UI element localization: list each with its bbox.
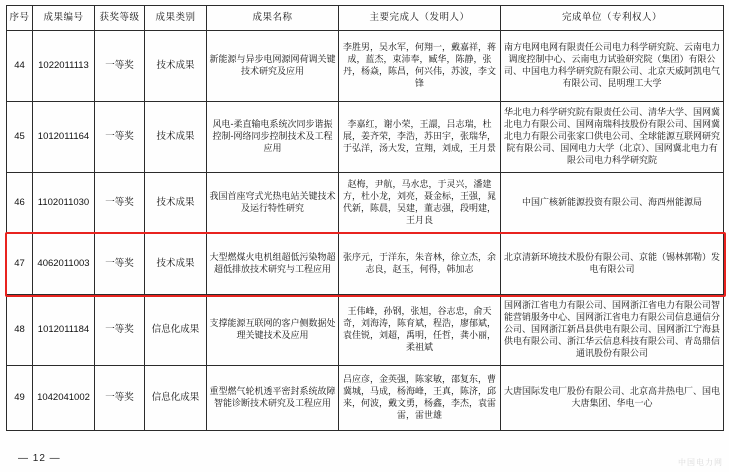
cell-type: 技术成果: [145, 102, 207, 173]
cell-name: 大型燃煤火电机组超低污染物超超低排放技术研究与工程应用: [207, 234, 339, 295]
column-header-grade: 获奖等级: [95, 6, 145, 31]
cell-type: 技术成果: [145, 31, 207, 102]
cell-grade: 一等奖: [95, 31, 145, 102]
cell-grade: 一等奖: [95, 102, 145, 173]
cell-name: 支撑能源互联网的客户侧数据处理关键技术及应用: [207, 295, 339, 366]
column-header-seq: 序号: [7, 6, 33, 31]
cell-type: 技术成果: [145, 173, 207, 234]
cell-seq: 46: [7, 173, 33, 234]
column-header-org: 完成单位（专利权人）: [501, 6, 724, 31]
cell-name: 我国首座穹式光热电站关键技术及运行特性研究: [207, 173, 339, 234]
column-header-name: 成果名称: [207, 6, 339, 31]
cell-people: 李胜男，吴水军，何翔一，戴嘉祥，蒋成，蓝杰，束沛奉，臧华，陈静，张丹，杨焱，陈昌，何兴伟，苏波，李文锋: [339, 31, 501, 102]
table-row: [7, 102, 724, 173]
cell-name: 新能源与异步电网源网荷调关键技术研究及应用: [207, 31, 339, 102]
award-results-table: [6, 5, 724, 431]
table-row-highlighted: [7, 234, 724, 295]
table-row: [7, 173, 724, 234]
table-row: [7, 31, 724, 102]
cell-seq: 45: [7, 102, 33, 173]
table-row: [7, 366, 724, 431]
cell-people: 吕应彦，金英强，陈家敏，邵复东，曹冀城，马成，杨海峰，王真，陈济，邱来，何波，戴文勇，杨鑫，李杰，袁雷雷，雷世雄: [339, 366, 501, 431]
cell-type: 技术成果: [145, 234, 207, 295]
cell-name: 风电-柔直输电系统次同步谐振控制-网络同步控制技术及工程应用: [207, 102, 339, 173]
cell-grade: 一等奖: [95, 295, 145, 366]
column-header-type: 成果类别: [145, 6, 207, 31]
cell-org: 北京清新环境技术股份有限公司、京能（锡林郭勒）发电有限公司: [501, 234, 724, 295]
cell-people: 王伟峰，孙钢，张旭，谷志忠，俞天奇，刘海涛，陈育斌，程浩，廖郁斌，袁佳锐，刘超，禹明，任哲，龚小丽，柔祖斌: [339, 295, 501, 366]
cell-seq: 47: [7, 234, 33, 295]
column-header-code: 成果编号: [33, 6, 95, 31]
cell-type: 信息化成果: [145, 366, 207, 431]
cell-grade: 一等奖: [95, 366, 145, 431]
cell-code: 1012011184: [33, 295, 95, 366]
cell-org: 国网浙江省电力有限公司、国网浙江省电力有限公司智能营销服务中心、国网浙江省电力有限公司信息通信分公司、国网浙江新昌县供电有限公司、国网浙江宁海县供电有限公司、浙江华云信息科技有限公司、青岛鼎信通讯股份有限公司: [501, 295, 724, 366]
cell-code: 1012011164: [33, 102, 95, 173]
cell-seq: 49: [7, 366, 33, 431]
cell-org: 中国广核新能源投资有限公司、海西州能源局: [501, 173, 724, 234]
cell-code: 4062011003: [33, 234, 95, 295]
table-header: [7, 6, 724, 31]
cell-org: 大唐国际发电厂股份有限公司、北京高井热电厂、国电大唐集团、华电一心: [501, 366, 724, 431]
table-row: [7, 295, 724, 366]
cell-seq: 48: [7, 295, 33, 366]
column-header-people: 主要完成人（发明人）: [339, 6, 501, 31]
page-number: — 12 —: [18, 453, 61, 464]
cell-type: 信息化成果: [145, 295, 207, 366]
cell-people: 张序元，于洋东，朱音林，徐立杰，余志良，赵玉，何得，韩加志: [339, 234, 501, 295]
cell-org: 南方电网电网有限责任公司电力科学研究院、云南电力调度控制中心、云南电力试验研究院（集团）有限公司、中国电力科学研究院有限公司、北京天威阿凯电气有限公司、昆明理工大学: [501, 31, 724, 102]
cell-org: 华北电力科学研究院有限责任公司、清华大学、国网冀北电力有限公司、国网南瑞科技股份有限公司、国网冀北电力有限公司张家口供电公司、全球能源互联网研究院有限公司、国网电力大学（北京）、国网冀北电力有限公司电力科学研究院: [501, 102, 724, 173]
cell-grade: 一等奖: [95, 234, 145, 295]
cell-code: 1022011113: [33, 31, 95, 102]
cell-grade: 一等奖: [95, 173, 145, 234]
table-header-row: [7, 6, 724, 31]
cell-seq: 44: [7, 31, 33, 102]
cell-people: 李嘉红，谢小荣，王譞，吕志瑞，杜展，姜齐荣，李浩，苏田宇，张瑞华，于弘洋，汤大发，宣翔，刘成，王月景: [339, 102, 501, 173]
watermark-text: 中国电力网: [678, 458, 723, 467]
cell-code: 1102011030: [33, 173, 95, 234]
cell-name: 重型燃气轮机透平密封系统故障智能诊断技术研究及工程应用: [207, 366, 339, 431]
cell-code: 1042041002: [33, 366, 95, 431]
cell-people: 赵梅，尹航，马水忠，于灵兴，潘建方，杜小龙，刘亮，聂金标，王强，晁代新，陈晨，吴建，董志强，段明建，王月良: [339, 173, 501, 234]
table-body: [7, 31, 724, 431]
